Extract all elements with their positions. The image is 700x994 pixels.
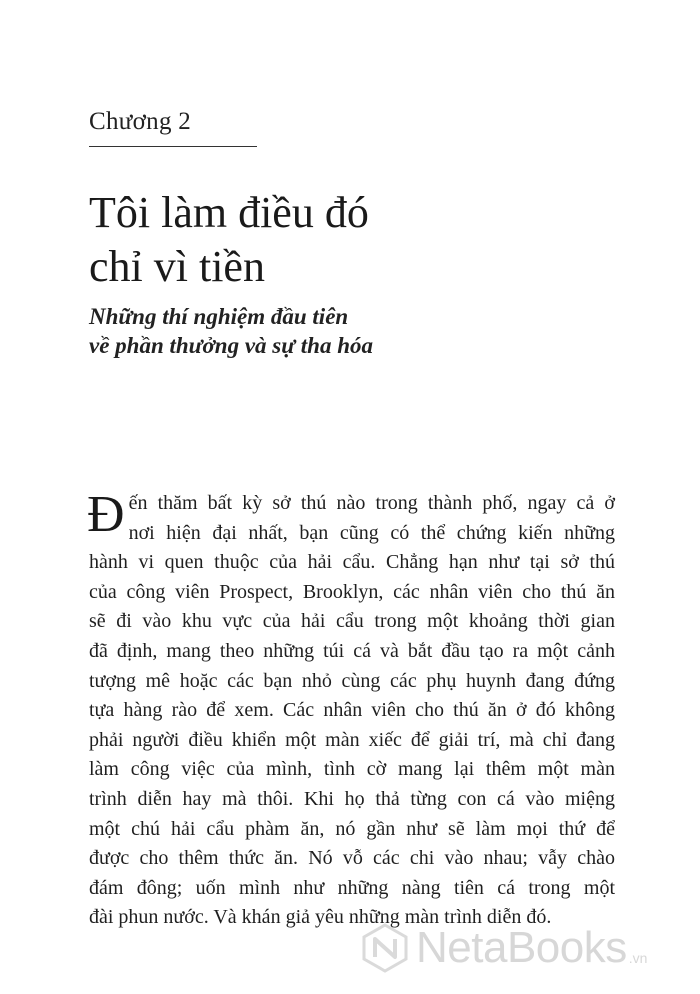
- body-line: sẽ đi vào khu vực của hải cẩu trong một khoảng thời gian: [89, 610, 615, 633]
- netabooks-logo-icon: [360, 923, 410, 973]
- chapter-subtitle-line: về phần thưởng và sự tha hóa: [89, 333, 374, 358]
- body-line: tựa hàng rào để xem. Các nhân viên cho thú ăn ở đó không: [89, 699, 615, 722]
- chapter-title-line: Tôi làm điều đó: [89, 188, 369, 237]
- watermark-suffix: .vn: [628, 950, 648, 966]
- chapter-label: Chương 2: [89, 108, 192, 135]
- body-line: hành vi quen thuộc của hải cẩu. Chẳng hạn như tại sở thú: [89, 551, 615, 574]
- chapter-title-line: chỉ vì tiền: [89, 242, 265, 291]
- body-line: được cho thêm thức ăn. Nó vỗ các chi vào nhau; vẫy chào: [89, 847, 615, 870]
- chapter-subtitle-line: Những thí nghiệm đầu tiên: [89, 304, 349, 329]
- netabooks-watermark: [360, 920, 647, 976]
- body-line: đã định, mang theo những túi cá và bắt đầu tạo ra một cảnh: [89, 639, 615, 662]
- body-paragraph: [87, 486, 615, 933]
- body-line: tượng mê hoặc các bạn nhỏ cùng các phụ huynh đang đứng: [89, 669, 615, 692]
- body-line: một chú hải cẩu phàm ăn, nó gần như sẽ làm mọi thứ để: [89, 817, 615, 840]
- drop-cap: Đ: [87, 486, 125, 543]
- body-line: đài phun nước. Và khán giả yêu những màn trình diễn đó.: [89, 906, 552, 929]
- body-line: trình diễn hay mà thôi. Khi họ thả từng con cá vào miệng: [89, 787, 615, 810]
- chapter-title: [89, 186, 369, 294]
- body-line: phải người điều khiển một màn xiếc để giải trí, mà chỉ đang: [89, 728, 615, 751]
- body-line: của công viên Prospect, Brooklyn, các nhân viên cho thú ăn: [89, 580, 615, 603]
- body-line: làm công việc của mình, tình cờ mang lại thêm một màn: [89, 758, 615, 781]
- chapter-subtitle: [89, 302, 373, 360]
- watermark-brand: NetaBooks: [416, 923, 627, 972]
- chapter-divider: [89, 146, 257, 147]
- body-line: đám đông; uốn mình như những nàng tiên cá trong một: [89, 876, 615, 899]
- body-line: nơi hiện đại nhất, bạn cũng có thể chứng kiến những: [128, 521, 615, 544]
- body-line: ến thăm bất kỳ sở thú nào trong thành phố, ngay cả ở: [128, 492, 615, 514]
